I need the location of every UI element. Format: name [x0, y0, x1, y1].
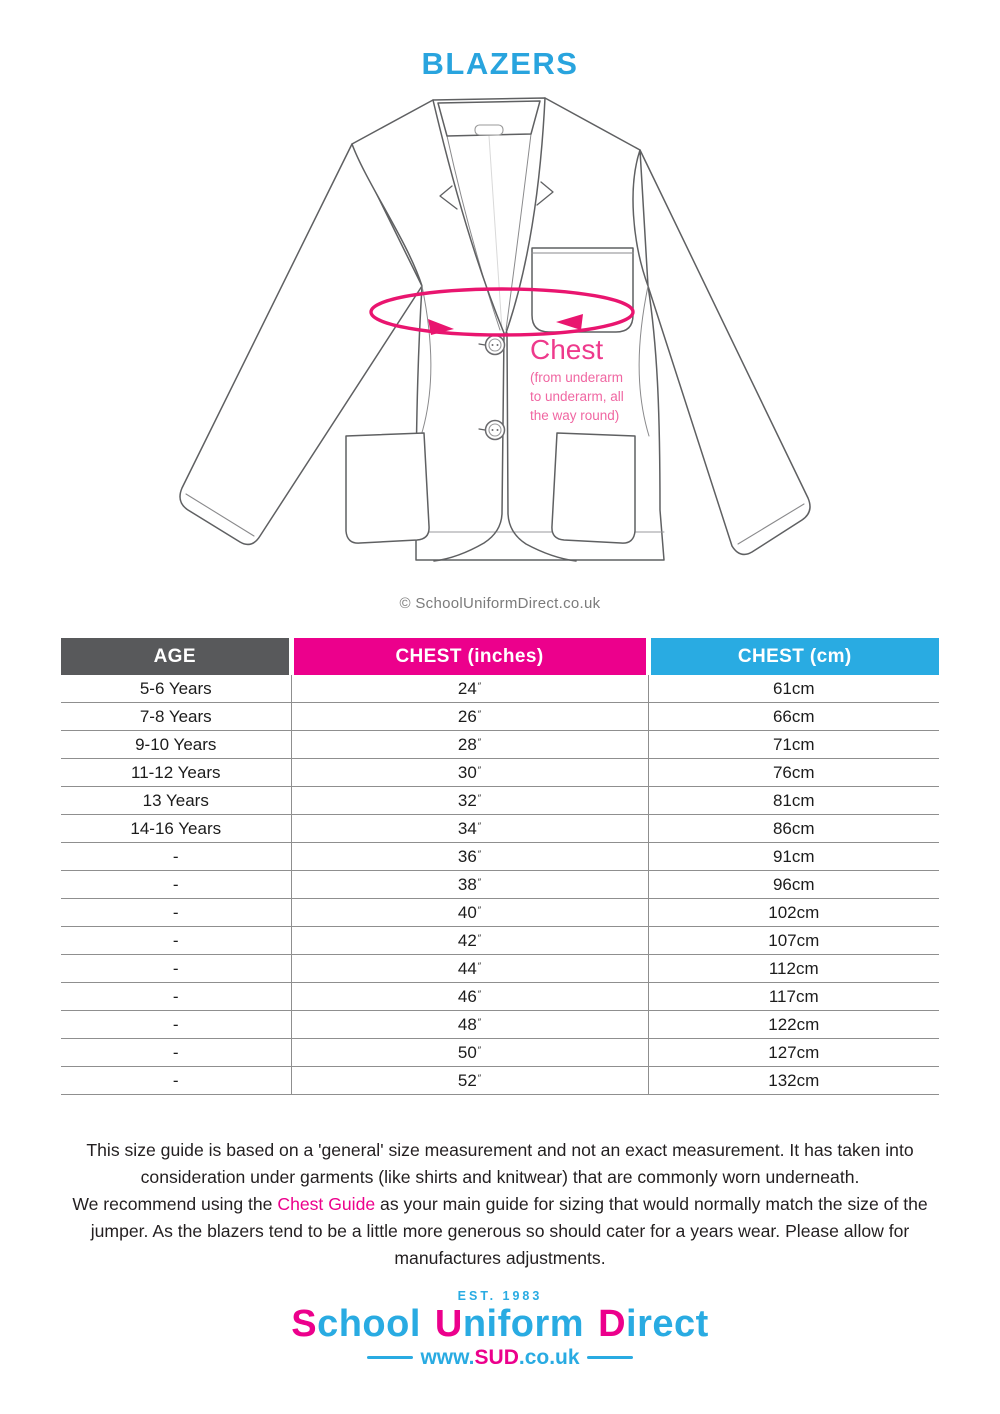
chest-inches-cell: 46″	[291, 983, 648, 1011]
table-row	[61, 675, 939, 703]
chest-cm-cell: 86cm	[648, 815, 939, 843]
chest-inches-cell: 24″	[291, 675, 648, 703]
brand-logo	[0, 1290, 1000, 1369]
logo-est-line: EST. 1983	[457, 1288, 543, 1303]
hanger-loop	[475, 125, 503, 135]
table-row	[61, 731, 939, 759]
age-cell: 7-8 Years	[61, 703, 291, 731]
table-row	[61, 843, 939, 871]
chest-cm-cell: 76cm	[648, 759, 939, 787]
svg-text:(from underarm: (from underarm	[530, 370, 624, 385]
age-cell: -	[61, 1011, 291, 1039]
table-row	[61, 955, 939, 983]
left-pocket	[346, 433, 429, 543]
chest-inches-cell: 40″	[291, 899, 648, 927]
age-cell: 11-12 Years	[61, 759, 291, 787]
table-row	[61, 927, 939, 955]
chest-inches-cell: 50″	[291, 1039, 648, 1067]
chest-inches-cell: 32″	[291, 787, 648, 815]
inch-mark: ″	[477, 736, 482, 747]
age-cell: 13 Years	[61, 787, 291, 815]
size-table-body	[61, 675, 939, 1095]
table-row	[61, 1039, 939, 1067]
chest-cm-cell: 96cm	[648, 871, 939, 899]
page-title: BLAZERS	[421, 46, 579, 81]
table-row	[61, 1067, 939, 1095]
inch-mark: ″	[477, 876, 482, 887]
age-cell: -	[61, 927, 291, 955]
age-cell: -	[61, 843, 291, 871]
chest-cm-cell: 102cm	[648, 899, 939, 927]
inch-mark: ″	[477, 680, 482, 691]
table-row	[61, 871, 939, 899]
chest-inches-cell: 26″	[291, 703, 648, 731]
chest-inches-cell: 28″	[291, 731, 648, 759]
chest-inches-cell: 44″	[291, 955, 648, 983]
inch-mark: ″	[477, 1044, 482, 1055]
chest-cm-cell: 132cm	[648, 1067, 939, 1095]
table-row	[61, 983, 939, 1011]
logo-url[interactable]: www.SUD.co.uk	[0, 1347, 1000, 1368]
inch-mark: ″	[477, 932, 482, 943]
inch-mark: ″	[477, 1016, 482, 1027]
chest-inches-cell: 52″	[291, 1067, 648, 1095]
inch-mark: ″	[477, 764, 482, 775]
logo-wordmark: School Uniform Direct	[291, 1303, 709, 1346]
svg-text:to underarm, all: to underarm, all	[530, 389, 624, 404]
table-row	[61, 703, 939, 731]
blazer-figure	[170, 90, 830, 595]
inch-mark: ″	[477, 904, 482, 915]
age-cell: -	[61, 955, 291, 983]
table-row	[61, 787, 939, 815]
inch-mark: ″	[477, 708, 482, 719]
age-cell: 5-6 Years	[61, 675, 291, 703]
chest-cm-cell: 91cm	[648, 843, 939, 871]
chest-inches-cell: 42″	[291, 927, 648, 955]
inch-mark: ″	[477, 848, 482, 859]
right-pocket	[552, 433, 635, 543]
disclaimer	[44, 1137, 956, 1272]
chest-inches-cell: 36″	[291, 843, 648, 871]
chest-cm-cell: 81cm	[648, 787, 939, 815]
chest-label: Chest	[530, 334, 604, 365]
chest-cm-cell: 117cm	[648, 983, 939, 1011]
right-dash-rule	[587, 1356, 633, 1359]
table-header-row	[61, 638, 939, 675]
age-cell: 9-10 Years	[61, 731, 291, 759]
disclaimer-paragraph-2: We recommend using the Chest Guide as your main guide for sizing that would normally match the size of the jumper. As the blazers tend to be a little more generous so should cater for a years wear. Please allow for manufactures adjustments.	[72, 1193, 928, 1268]
header-chest-cm: CHEST (cm)	[648, 638, 939, 675]
header-age: AGE	[61, 638, 291, 675]
chest-guide-link: Chest Guide	[277, 1193, 376, 1214]
age-cell: -	[61, 1039, 291, 1067]
inch-mark: ″	[477, 792, 482, 803]
inch-mark: ″	[477, 1072, 482, 1083]
chest-cm-cell: 61cm	[648, 675, 939, 703]
right-sleeve	[640, 150, 810, 554]
chest-cm-cell: 127cm	[648, 1039, 939, 1067]
table-row	[61, 1011, 939, 1039]
chest-inches-cell: 34″	[291, 815, 648, 843]
inch-mark: ″	[477, 820, 482, 831]
table-row	[61, 815, 939, 843]
header-chest-inches: CHEST (inches)	[291, 638, 648, 675]
chest-cm-cell: 71cm	[648, 731, 939, 759]
age-cell: -	[61, 871, 291, 899]
chest-inches-cell: 48″	[291, 1011, 648, 1039]
table-row	[61, 899, 939, 927]
chest-cm-cell: 122cm	[648, 1011, 939, 1039]
table-row	[61, 759, 939, 787]
copyright-line: © SchoolUniformDirect.co.uk	[399, 595, 601, 612]
chest-cm-cell: 107cm	[648, 927, 939, 955]
age-cell: -	[61, 899, 291, 927]
age-cell: -	[61, 983, 291, 1011]
inch-mark: ″	[477, 960, 482, 971]
chest-inches-cell: 38″	[291, 871, 648, 899]
disclaimer-paragraph-1: This size guide is based on a 'general' size measurement and not an exact measurement. It has taken into consideration under garments (like shirts and knitwear) that are commonly worn underneath.	[86, 1140, 914, 1187]
chest-cm-cell: 112cm	[648, 955, 939, 983]
age-cell: -	[61, 1067, 291, 1095]
blazer-drawing	[170, 90, 830, 590]
age-cell: 14-16 Years	[61, 815, 291, 843]
svg-text:the way round): the way round)	[530, 408, 620, 423]
chest-cm-cell: 66cm	[648, 703, 939, 731]
size-table	[61, 638, 939, 1095]
chest-inches-cell: 30″	[291, 759, 648, 787]
left-dash-rule	[367, 1356, 413, 1359]
inch-mark: ″	[477, 988, 482, 999]
